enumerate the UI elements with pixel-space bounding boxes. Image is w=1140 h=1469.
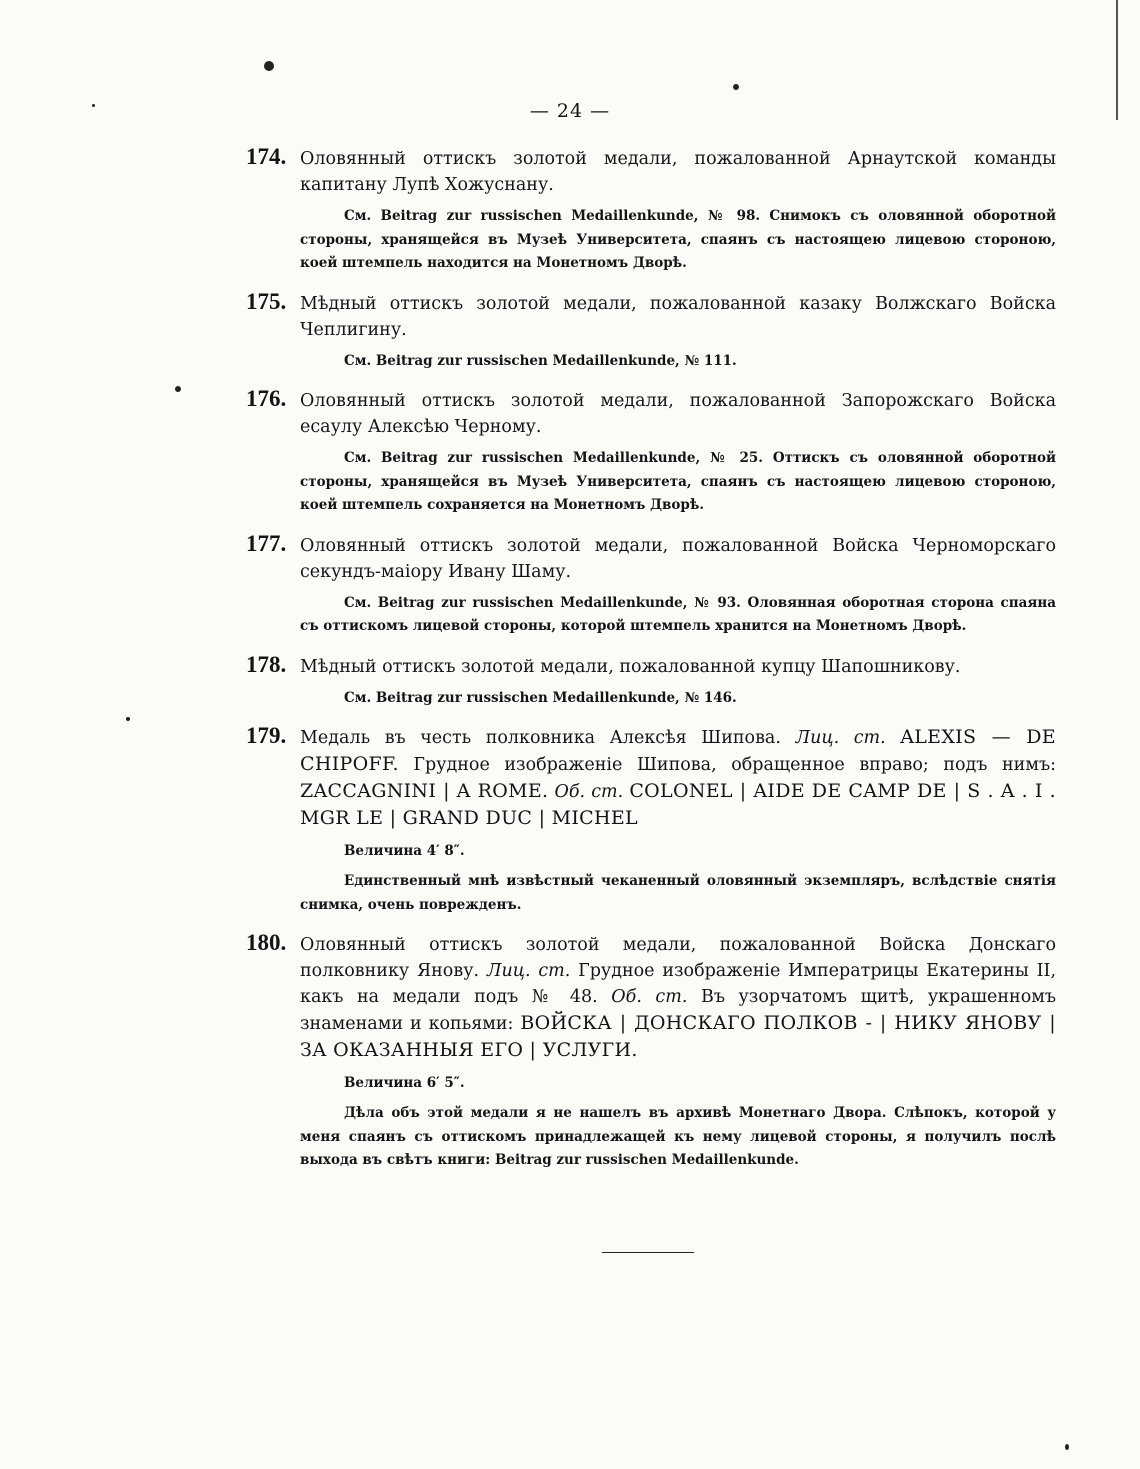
entry-note: См. Beitrag zur russischen Medaillenkunde, № 93. Оловянная оборотная сторона спаяна съ оттискомъ лицевой стороны, которой штемпель хранится на Монетномъ Дворѣ. (300, 594, 1056, 634)
entry-179 (246, 723, 1056, 917)
scan-speck (733, 84, 739, 90)
medal-size: Величина 6′ 5″. (344, 1075, 465, 1091)
entry-number: 174. (246, 144, 287, 169)
scan-speck (264, 61, 274, 71)
engraver-signature: ZACCAGNINI | A ROME. (300, 780, 549, 802)
entry-178 (246, 652, 1056, 711)
obverse-legend: ALEXIS — DE CHIPOFF. (300, 726, 1056, 775)
entry-text: Оловянный оттискъ золотой медали, пожалованной Запорожскаго Войска есаулу Алексѣю Черному. (300, 391, 1056, 437)
obverse-label: Лиц. ст. (795, 728, 886, 748)
entry-180 (246, 930, 1056, 1173)
page-number: — 24 — (529, 100, 611, 122)
scan-speck (175, 386, 181, 392)
entry-description: Оловянный оттискъ золотой медали, пожалованной Войска Донскаго полковнику Янову. (300, 935, 1056, 981)
end-rule (602, 1252, 694, 1253)
entry-description: Грудное изображеніе Императрицы Екатерины II, какъ на медали подъ № 48. (300, 961, 1057, 1007)
entry-note: См. Beitrag zur russischen Medaillenkunde, № 146. (344, 689, 737, 706)
entry-description: Медаль въ честь полковника Алексѣя Шипова. (300, 728, 781, 748)
scan-speck (1065, 1444, 1069, 1450)
entry-list (246, 144, 1056, 1186)
entry-number: 176. (246, 386, 287, 411)
entry-note: Единственный мнѣ извѣстный чеканенный оловянный экземпляръ, вслѣдствіе снятія снимка, очень поврежденъ. (300, 873, 1056, 913)
entry-text: Оловянный оттискъ золотой медали, пожалованной Арнаутской команды капитану Лупѣ Хожуснану. (300, 149, 1056, 195)
entry-number: 175. (246, 288, 287, 314)
medal-size: Величина 4′ 8″. (344, 843, 465, 859)
entry-text (300, 932, 1056, 1064)
scan-speck (126, 717, 130, 721)
reverse-legend: ВОЙСКА | ДОНСКАГО ПОЛКОВ - | НИКУ ЯНОВУ | ЗА ОКАЗАННЫЯ ЕГО | УСЛУГИ. (300, 1012, 1056, 1061)
entry-number: 177. (246, 530, 287, 556)
entry-177 (246, 531, 1056, 639)
entry-text: Мѣдный оттискъ золотой медали, пожалованной купцу Шапошникову. (300, 656, 961, 677)
entry-note: Дѣла объ этой медали я не нашелъ въ архивѣ Монетнаго Двора. Слѣпокъ, которой у меня спаянъ съ оттискомъ принадлежащей къ нему лицевой стороны, я получилъ послѣ выхода въ свѣтъ книги: Beitrag zur russischen Medaillenkunde. (300, 1105, 1056, 1168)
entry-174 (246, 144, 1056, 276)
entry-number: 179. (246, 723, 287, 748)
entry-note: См. Beitrag zur russischen Medaillenkunde, № 25. Оттискъ съ оловянной оборотной стороны, хранящейся въ Музеѣ Университета, спаянъ съ настоящею лицевою стороною, коей штемпель сохраняется на Монетномъ Дворѣ. (300, 450, 1056, 513)
entry-number: 180. (246, 930, 287, 955)
entry-text: Оловянный оттискъ золотой медали, пожалованной Войска Черноморскаго секундъ-маіору Ивану Шаму. (300, 535, 1056, 582)
entry-176 (246, 386, 1056, 518)
entry-text: Мѣдный оттискъ золотой медали, пожалованной казаку Волжскаго Войска Чеплигину. (300, 293, 1056, 340)
reverse-legend: COLONEL | AIDE DE CAMP DE | S . A . I . MGR LE | GRAND DUC | MICHEL (300, 780, 1056, 829)
entry-description: Въ узорчатомъ щитѣ, украшенномъ знаменами и копьями: (300, 987, 1056, 1034)
entry-description: Грудное изображеніе Шипова, обращенное вправо; подъ нимъ: (413, 755, 1056, 775)
entry-note: См. Beitrag zur russischen Medaillenkunde, № 98. Снимокъ съ оловянной оборотной стороны, хранящейся въ Музеѣ Университета, спаянъ съ настоящею лицевою стороною, коей штемпель находится на Монетномъ Дворѣ. (300, 208, 1056, 271)
obverse-label: Лиц. ст. (486, 961, 571, 981)
entry-note: См. Beitrag zur russischen Medaillenkunde, № 111. (344, 352, 737, 369)
reverse-label: Об. ст. (554, 782, 624, 802)
reverse-label: Об. ст. (611, 987, 688, 1007)
entry-text (300, 724, 1056, 832)
entry-175 (246, 289, 1056, 374)
entry-number: 178. (246, 651, 287, 677)
